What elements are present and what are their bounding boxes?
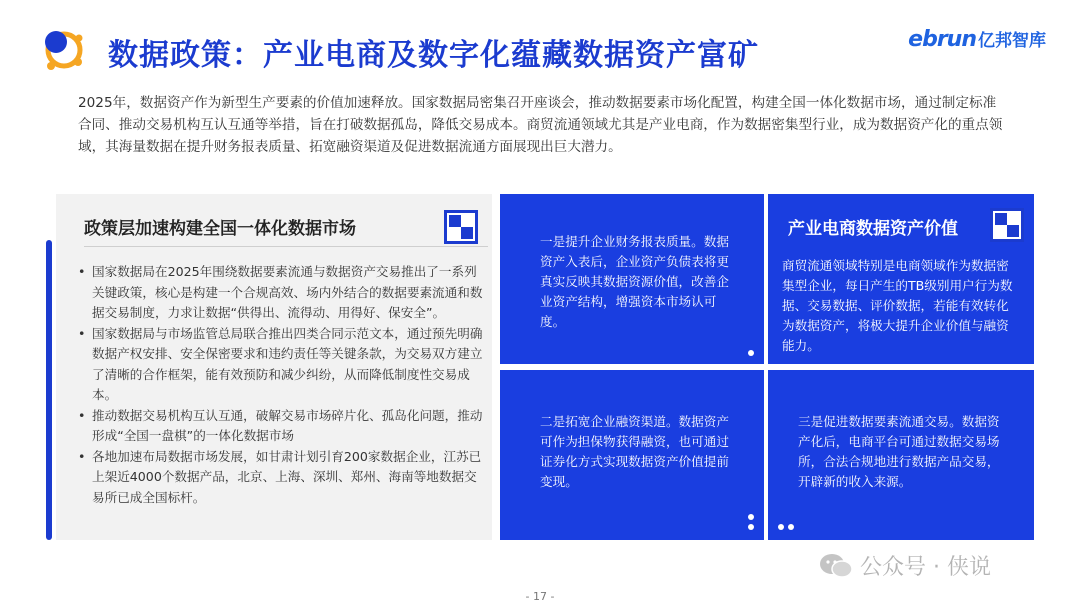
policy-bullet: • 推动数据交易机构互认互通，破解交易市场碎片化、孤岛化问题，推动形成“全国一盘棋”的一体化数据市场 [78, 406, 488, 447]
logo-mark-icon [42, 28, 96, 76]
policy-bullet: • 各地加速布局数据市场发展，如甘肃计划引育200家数据企业，江苏已上架近4000个数据产品，北京、上海、深圳、郑州、海南等地数据交易所已成全国标杆。 [78, 447, 488, 509]
brand-logo [908, 26, 1046, 52]
value-card-2 [768, 194, 1034, 364]
brand-name-en: ebrun [908, 27, 976, 52]
checker-square-icon [990, 208, 1024, 242]
value-card-1 [500, 194, 764, 364]
wechat-watermark [818, 550, 991, 581]
policy-panel [56, 194, 492, 540]
card-text: 商贸流通领域特别是电商领域作为数据密集型企业，每日产生的TB级别用户行为数据、交易数据、评价数据，若能有效转化为数据资产，将极大提升企业价值与融资能力。 [782, 258, 1013, 353]
checker-square-icon [444, 210, 478, 244]
policy-bullet: • 国家数据局与市场监管总局联合推出四类合同示范文本，通过预先明确数据产权安排、安全保密要求和违约责任等关键条款，为交易双方建立了清晰的合作框架，能有效预防和减少纠纷，从而降低制度性交易成本。 [78, 324, 488, 406]
left-accent-bar [46, 240, 52, 540]
brand-name-cn: 亿邦智库 [978, 31, 1046, 51]
value-card-3 [500, 370, 764, 540]
dots-decoration-icon [748, 350, 754, 356]
card-text: 二是拓宽企业融资渠道。数据资产可作为担保物获得融资，也可通过证券化方式实现数据资产价值提前变现。 [540, 414, 729, 489]
policy-bullet-list [78, 262, 488, 508]
card-text: 三是促进数据要素流通交易。数据资产化后，电商平台可通过数据交易场所，合法合规地进行数据产品交易，开辟新的收入来源。 [798, 414, 1000, 489]
dots-decoration-icon [778, 524, 794, 530]
intro-paragraph: 2025年，数据资产作为新型生产要素的价值加速释放。国家数据局密集召开座谈会，推动数据要素市场化配置，构建全国一体化数据市场，通过制定标准合同、推动交易机构互认互通等举措，旨在打破数据孤岛，降低交易成本。商贸流通领域尤其是产业电商，作为数据密集型行业，成为数据资产化的重点领域，其海量数据在提升财务报表质量、拓宽融资渠道及促进数据流通方面展现出巨大潜力。 [78, 95, 1003, 155]
panel-divider [84, 246, 488, 247]
card-text: 一是提升企业财务报表质量。数据资产入表后，企业资产负债表将更真实反映其数据资源价值，改善企业资产结构，增强资本市场认可度。 [540, 234, 729, 329]
policy-panel-title: 政策层加速构建全国一体化数据市场 [84, 219, 356, 239]
card-heading: 产业电商数据资产价值 [788, 219, 958, 239]
page-number: - 17 - [525, 590, 555, 603]
wechat-icon [818, 552, 854, 580]
page-title: 数据政策：产业电商及数字化蕴藏数据资产富矿 [108, 38, 759, 73]
dots-decoration-icon [748, 514, 754, 530]
value-card-4 [768, 370, 1034, 540]
policy-bullet: • 国家数据局在2025年围绕数据要素流通与数据资产交易推出了一系列关键政策，核心是构建一个合规高效、场内外结合的数据要素流通和数据交易制度，力求让数据“供得出、流得动、用得好、保安全”。 [78, 262, 488, 324]
watermark-text: 公众号 · 侠说 [860, 555, 991, 580]
